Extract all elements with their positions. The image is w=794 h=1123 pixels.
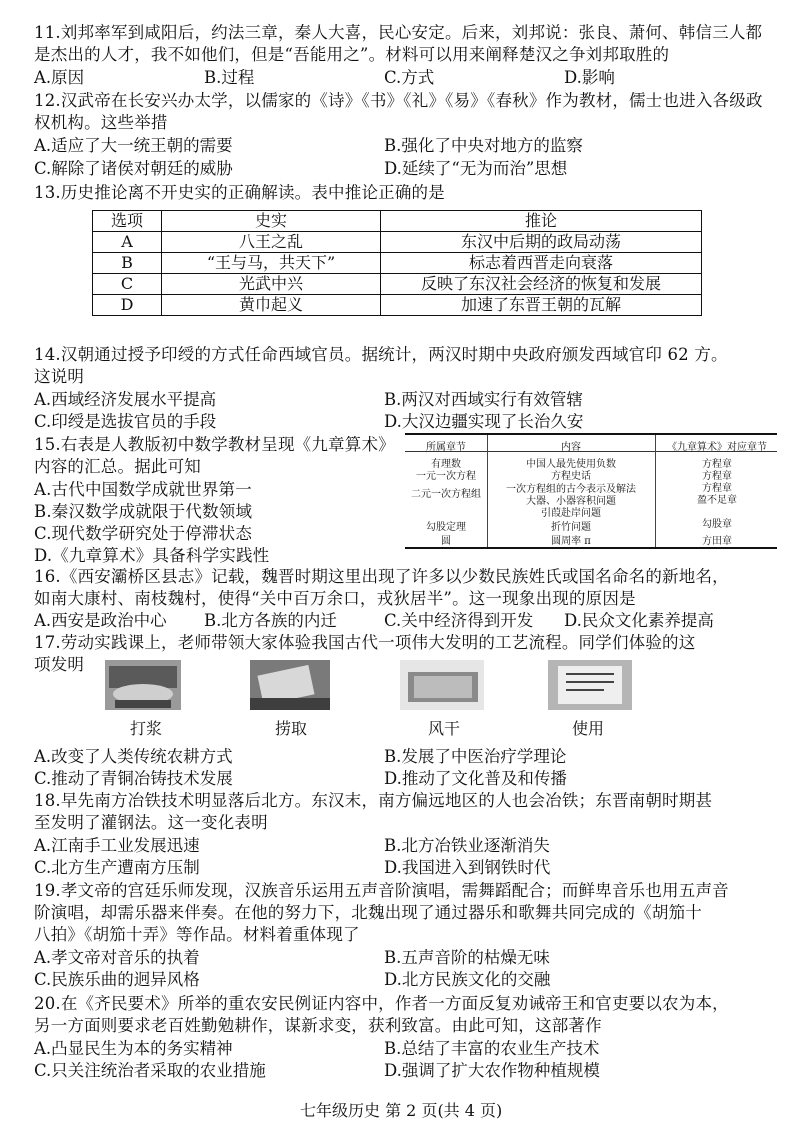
table-cell: “王与马，共天下” <box>162 253 381 274</box>
q16-line-1: 16.《西安灞桥区县志》记载，魏晋时期这里出现了许多以少数民族姓氏或国名命名的新地名， <box>34 567 729 586</box>
table-cell: 八王之乱 <box>162 232 381 253</box>
q11-options <box>34 67 774 89</box>
q12-option-c[interactable]: C.解除了诸侯对朝廷的威胁 <box>34 159 233 178</box>
q17-option-c[interactable]: C.推动了青铜冶铸技术发展 <box>34 769 233 788</box>
q19-options-row-2 <box>34 969 774 991</box>
table-cell: 一元一次方程 <box>416 471 476 482</box>
table-cell: 方程章 <box>702 471 732 482</box>
q14-option-d[interactable]: D.大汉边疆实现了长治久安 <box>384 412 584 431</box>
q19-options-row-1 <box>34 947 774 969</box>
table-cell: A <box>93 232 162 253</box>
q17-option-d[interactable]: D.推动了文化普及和传播 <box>384 769 567 788</box>
table-cell: 标志着西晋走向衰落 <box>381 253 702 274</box>
q12-options-row-1 <box>34 135 774 157</box>
q20-line-2: 另一方面则要求老百姓勤勉耕作，谋新求变，获利致富。由此可知，这部著作 <box>34 1016 602 1035</box>
table-cell: B <box>93 253 162 274</box>
table-header-cell: 内容 <box>561 442 581 453</box>
table-row <box>93 295 702 316</box>
q11-option-b[interactable]: B.过程 <box>204 68 255 87</box>
q12-options-row-2 <box>34 158 774 180</box>
table-divider <box>487 435 488 547</box>
q15-option-b[interactable]: B.秦汉数学成就限于代数领域 <box>34 502 253 521</box>
q19-line-2: 阶演唱，却需乐器来伴奏。在他的努力下，北魏出现了通过器乐和歌舞共同完成的《胡笳十 <box>34 903 702 922</box>
q15-line-1: 15.右表是人教版初中数学教材呈现《九章算术》 <box>34 435 395 454</box>
q17-option-b[interactable]: B.发展了中医治疗学理论 <box>384 747 567 766</box>
q18-line-2: 至发明了灌钢法。这一变化表明 <box>34 813 268 832</box>
table-cell: 反映了东汉社会经济的恢复和发展 <box>381 274 702 295</box>
table-cell: 勾股章 <box>702 519 732 530</box>
table-divider <box>655 435 656 547</box>
q14-line-1: 14.汉朝通过授予印绶的方式任命西域官员。据统计，两汉时期中央政府颁发西域官印 62 方。 <box>34 345 728 364</box>
q20-option-c[interactable]: C.只关注统治者采取的农业措施 <box>34 1061 266 1080</box>
q20-option-d[interactable]: D.强调了扩大农作物种植规模 <box>384 1061 600 1080</box>
table-header-cell: 推论 <box>381 211 702 232</box>
q19-option-b[interactable]: B.五声音阶的枯燥无味 <box>384 948 550 967</box>
table-cell: 方程章 <box>702 483 732 494</box>
q14-options-row-2 <box>34 411 774 433</box>
q19-line-3: 八拍》《胡笳十弄》等作品。材料着重体现了 <box>34 925 360 944</box>
table-cell: 有理数 <box>431 459 461 470</box>
table-cell: 引葭赴岸问题 <box>541 508 601 519</box>
using-photo <box>548 660 632 710</box>
q20-line-1: 20.在《齐民要术》所举的重农安民例证内容中，作者一方面反复劝诫帝王和官吏要以农为本， <box>34 994 729 1013</box>
table-cell: 圆 <box>441 536 451 547</box>
q14-option-a[interactable]: A.西域经济发展水平提高 <box>34 390 217 409</box>
q14-option-b[interactable]: B.两汉对西域实行有效管辖 <box>384 390 583 409</box>
table-cell: 盈不足章 <box>697 495 737 506</box>
table-cell: 光武中兴 <box>162 274 381 295</box>
drying-photo <box>400 660 484 710</box>
table-cell: 黄巾起义 <box>162 295 381 316</box>
step-caption: 捞取 <box>275 719 308 738</box>
q11-option-c[interactable]: C.方式 <box>384 68 435 87</box>
q16-option-a[interactable]: A.西安是政治中心 <box>34 611 167 630</box>
q20-option-a[interactable]: A.凸显民生为本的务实精神 <box>34 1039 233 1058</box>
table-cell: C <box>93 274 162 295</box>
scooping-photo <box>250 660 330 710</box>
table-row <box>93 232 702 253</box>
q18-option-a[interactable]: A.江南手工业发展迅速 <box>34 836 200 855</box>
q12-line-1: 12.汉武帝在长安兴办太学，以儒家的《诗》《书》《礼》《易》《春秋》作为教材，儒士也进入各级政 <box>34 91 763 110</box>
pulping-photo <box>105 660 181 710</box>
table-header-cell: 选项 <box>93 211 162 232</box>
q11-option-d[interactable]: D.影响 <box>564 68 615 87</box>
table-cell: 一次方程组的古今表示及解法 <box>506 484 636 495</box>
q20-option-b[interactable]: B.总结了丰富的农业生产技术 <box>384 1039 600 1058</box>
q15-option-a[interactable]: A.古代中国数学成就世界第一 <box>34 480 252 499</box>
table-cell: 圆周率 π <box>551 536 591 547</box>
q12-option-d[interactable]: D.延续了“无为而治”思想 <box>384 159 568 178</box>
q20-options-row-1 <box>34 1038 774 1060</box>
table-row <box>93 274 702 295</box>
q16-option-b[interactable]: B.北方各族的内迁 <box>204 611 337 630</box>
table-cell: 方田章 <box>702 536 732 547</box>
q13-line-1: 13.历史推论离不开史实的正确解读。表中推论正确的是 <box>34 183 445 202</box>
table-cell: 大器、小器容积问题 <box>526 496 616 507</box>
q12-option-b[interactable]: B.强化了中央对地方的监察 <box>384 136 583 155</box>
step-caption: 使用 <box>572 719 605 738</box>
q19-option-d[interactable]: D.北方民族文化的交融 <box>384 970 551 989</box>
q15-option-c[interactable]: C.现代数学研究处于停滞状态 <box>34 524 253 543</box>
q16-options <box>34 610 774 632</box>
q18-option-b[interactable]: B.北方冶铁业逐渐消失 <box>384 836 550 855</box>
q11-option-a[interactable]: A.原因 <box>34 68 85 87</box>
table-header-cell: 所属章节 <box>426 442 466 453</box>
table-cell: 方程章 <box>702 459 732 470</box>
q14-options-row-1 <box>34 389 774 411</box>
table-cell: 加速了东晋王朝的瓦解 <box>381 295 702 316</box>
q19-option-a[interactable]: A.孝文帝对音乐的执着 <box>34 948 200 967</box>
table-header-cell: 史实 <box>162 211 381 232</box>
q16-option-d[interactable]: D.民众文化素养提高 <box>564 611 714 630</box>
table-cell: 方程史话 <box>551 471 591 482</box>
q17-line-1: 17.劳动实践课上，老师带领大家体验我国古代一项伟大发明的工艺流程。同学们体验的这 <box>34 633 696 652</box>
table-cell: D <box>93 295 162 316</box>
table-row <box>93 253 702 274</box>
q11-line-2: 是杰出的人才，我不如他们，但是“吾能用之”。材料可以用来阐释楚汉之争刘邦取胜的 <box>34 45 670 64</box>
table-header-cell: 《九章算术》对应章节 <box>667 442 767 453</box>
q20-options-row-2 <box>34 1060 774 1082</box>
q18-options-row-2 <box>34 857 774 879</box>
table-cell: 勾股定理 <box>426 522 466 533</box>
q15-math-table <box>405 433 777 549</box>
q16-option-c[interactable]: C.关中经济得到开发 <box>384 611 534 630</box>
q17-options-row-2 <box>34 768 774 790</box>
q19-line-1: 19.孝文帝的宫廷乐师发现，汉族音乐运用五声音阶演唱，需舞蹈配合；而鲜卑音乐也用五声音 <box>34 881 729 900</box>
q12-line-2: 权机构。这些举措 <box>34 113 168 132</box>
step-caption: 风干 <box>428 719 461 738</box>
q19-option-c[interactable]: C.民族乐曲的迥异风格 <box>34 970 200 989</box>
q17-options-row-1 <box>34 746 774 768</box>
table-cell: 二元一次方程组 <box>411 489 481 500</box>
q16-line-2: 如南大康村、南枝魏村，使得“关中百万余口，戎狄居半”。这一现象出现的原因是 <box>34 589 636 608</box>
q17-option-a[interactable]: A.改变了人类传统农耕方式 <box>34 747 233 766</box>
q17-line-2: 项发明 <box>34 655 85 674</box>
table-cell: 中国人最先使用负数 <box>526 459 616 470</box>
q15-option-d[interactable]: D.《九章算术》具备科学实践性 <box>34 546 270 565</box>
table-header-row <box>93 211 702 232</box>
step-caption: 打浆 <box>130 719 163 738</box>
q12-option-a[interactable]: A.适应了大一统王朝的需要 <box>34 136 233 155</box>
q18-option-d[interactable]: D.我国进入到钢铁时代 <box>384 858 551 877</box>
q14-option-c[interactable]: C.印绶是选拔官员的手段 <box>34 412 217 431</box>
table-cell: 折竹问题 <box>551 522 591 533</box>
q13-table <box>92 210 702 316</box>
q14-line-2: 这说明 <box>34 367 85 386</box>
table-cell: 东汉中后期的政局动荡 <box>381 232 702 253</box>
q18-line-1: 18.早先南方冶铁技术明显落后北方。东汉末，南方偏远地区的人也会冶铁；东晋南朝时期甚 <box>34 791 713 810</box>
q11-line-1: 11.刘邦率军到咸阳后，约法三章，秦人大喜，民心安定。后来，刘邦说：张良、萧何、韩信三人都 <box>34 23 763 42</box>
q15-line-2: 内容的汇总。据此可知 <box>34 457 201 476</box>
q18-options-row-1 <box>34 835 774 857</box>
page-footer: 七年级历史 第 2 页(共 4 页) <box>300 1101 503 1120</box>
q18-option-c[interactable]: C.北方生产遭南方压制 <box>34 858 200 877</box>
